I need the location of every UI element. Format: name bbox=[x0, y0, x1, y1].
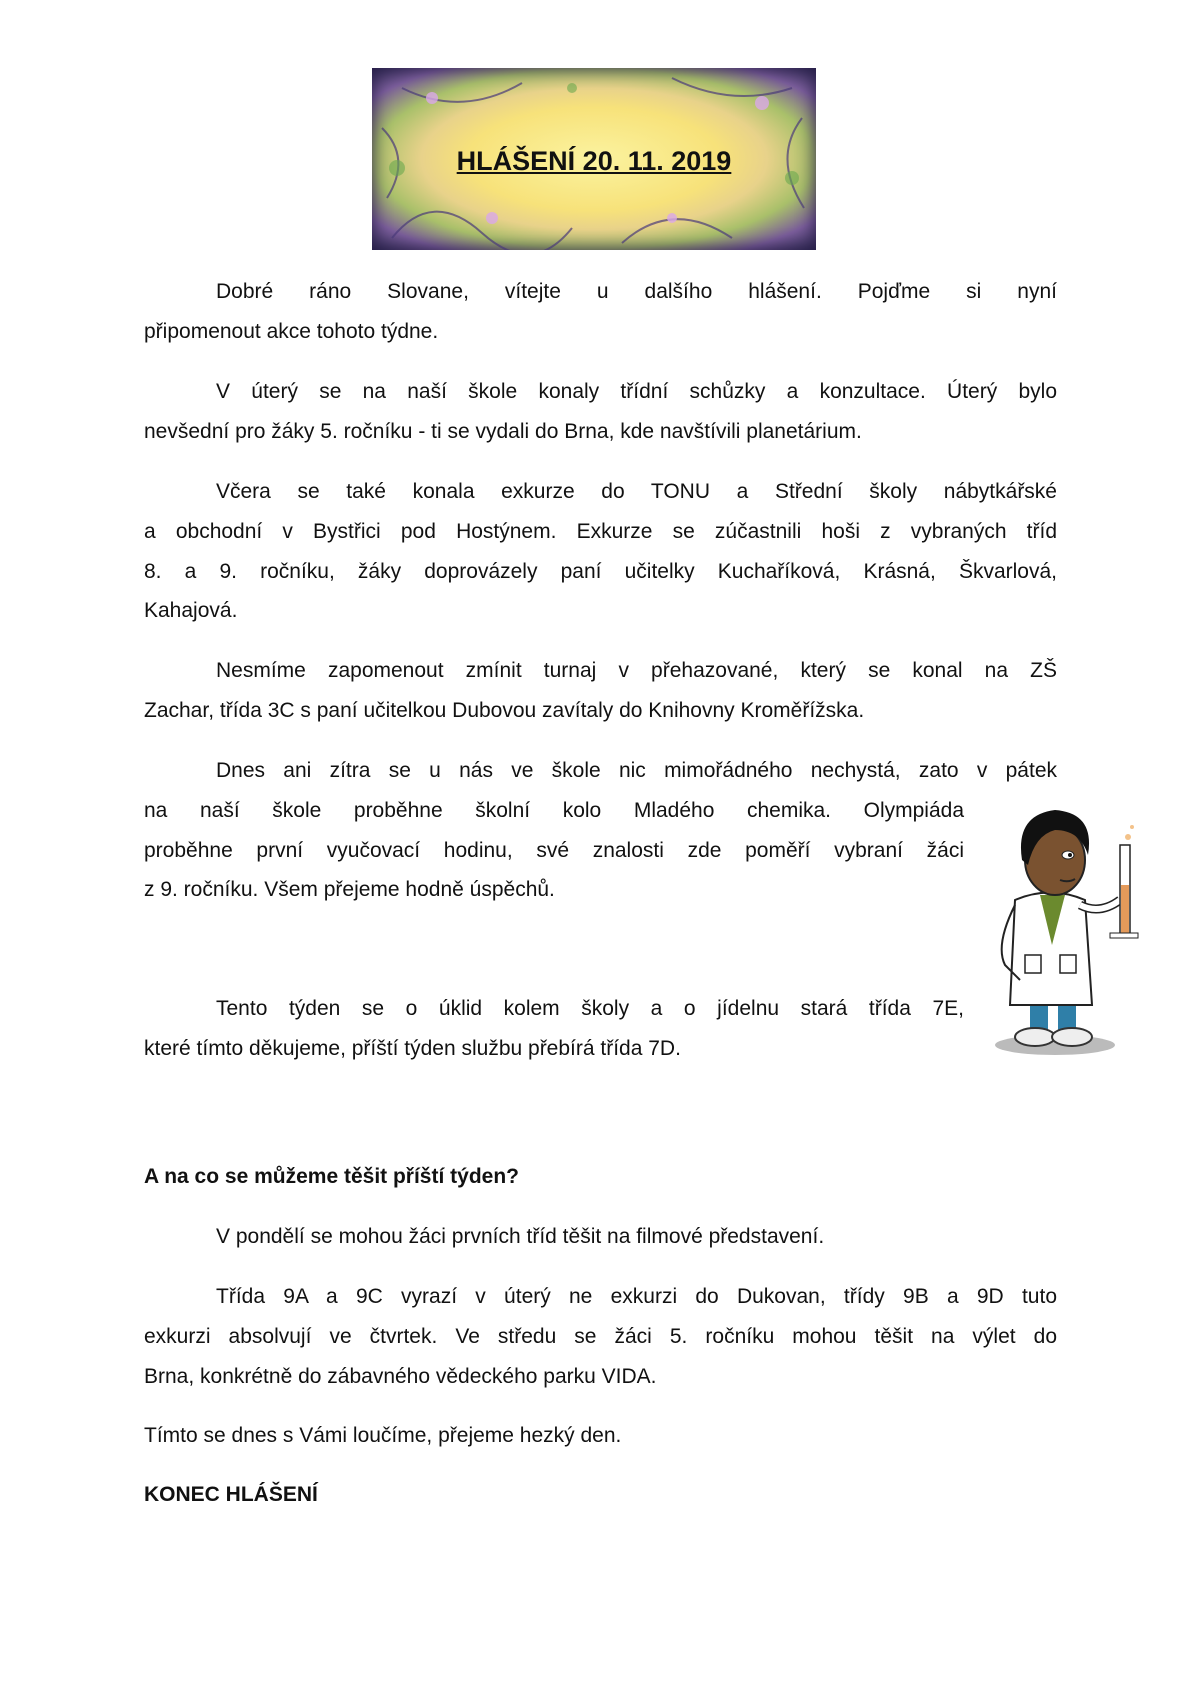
text-line: 8. a 9. ročníku, žáky doprovázely paní učitelky Kuchaříková, Krásná, Škvarlová, bbox=[144, 560, 1057, 583]
text-line: proběhne první vyučovací hodinu, své znalosti zde poměří vybraní žáci bbox=[144, 839, 964, 862]
announcement-title: HLÁŠENÍ 20. 11. 2019 bbox=[456, 146, 732, 176]
text-line: Brna, konkrétně do zábavného vědeckého parku VIDA. bbox=[144, 1365, 657, 1388]
text-line: Včera se také konala exkurze do TONU a Střední školy nábytkářské bbox=[216, 480, 1057, 503]
closing-text: Tímto se dnes s Vámi loučíme, přejeme hezký den. bbox=[144, 1424, 622, 1447]
next-week-heading: A na co se můžeme těšit příští týden? bbox=[144, 1165, 519, 1188]
text-line: Dnes ani zítra se u nás ve škole nic mimořádného nechystá, zato v pátek bbox=[216, 759, 1057, 782]
text-line: z 9. ročníku. Všem přejeme hodně úspěchů. bbox=[144, 878, 555, 901]
text-line: V úterý se na naší škole konaly třídní schůzky a konzultace. Úterý bylo bbox=[216, 380, 1057, 403]
text-line: exkurzi absolvují ve čtvrtek. Ve středu se žáci 5. ročníku mohou těšit na výlet do bbox=[144, 1325, 1057, 1348]
text-line: připomenout akce tohoto týdne. bbox=[144, 320, 439, 343]
scientist-illustration bbox=[980, 805, 1160, 1060]
text-line: Zachar, třída 3C s paní učitelkou Dubovou zavítaly do Knihovny Kroměřížska. bbox=[144, 699, 865, 722]
text-line: a obchodní v Bystřici pod Hostýnem. Exkurze se zúčastnili hoši z vybraných tříd bbox=[144, 520, 1057, 543]
text-line: na naší škole proběhne školní kolo Mladého chemika. Olympiáda bbox=[144, 799, 964, 822]
text-line: které tímto děkujeme, příští týden službu přebírá třída 7D. bbox=[144, 1037, 681, 1060]
next-week-monday: V pondělí se mohou žáci prvních tříd těšit na filmové představení. bbox=[216, 1225, 825, 1248]
header-banner bbox=[372, 68, 816, 250]
text-line: Tento týden se o úklid kolem školy a o jídelnu stará třída 7E, bbox=[216, 997, 964, 1020]
text-line: Nesmíme zapomenout zmínit turnaj v přehazované, který se konal na ZŠ bbox=[216, 659, 1057, 682]
end-of-announcement: KONEC HLÁŠENÍ bbox=[144, 1483, 318, 1506]
text-line: Třída 9A a 9C vyrazí v úterý ne exkurzi do Dukovan, třídy 9B a 9D tuto bbox=[216, 1285, 1057, 1308]
text-line: nevšední pro žáky 5. ročníku - ti se vydali do Brna, kde navštívili planetárium. bbox=[144, 420, 862, 443]
text-line: Kahajová. bbox=[144, 599, 238, 622]
text-line: Dobré ráno Slovane, vítejte u dalšího hlášení. Pojďme si nyní bbox=[216, 280, 1057, 303]
